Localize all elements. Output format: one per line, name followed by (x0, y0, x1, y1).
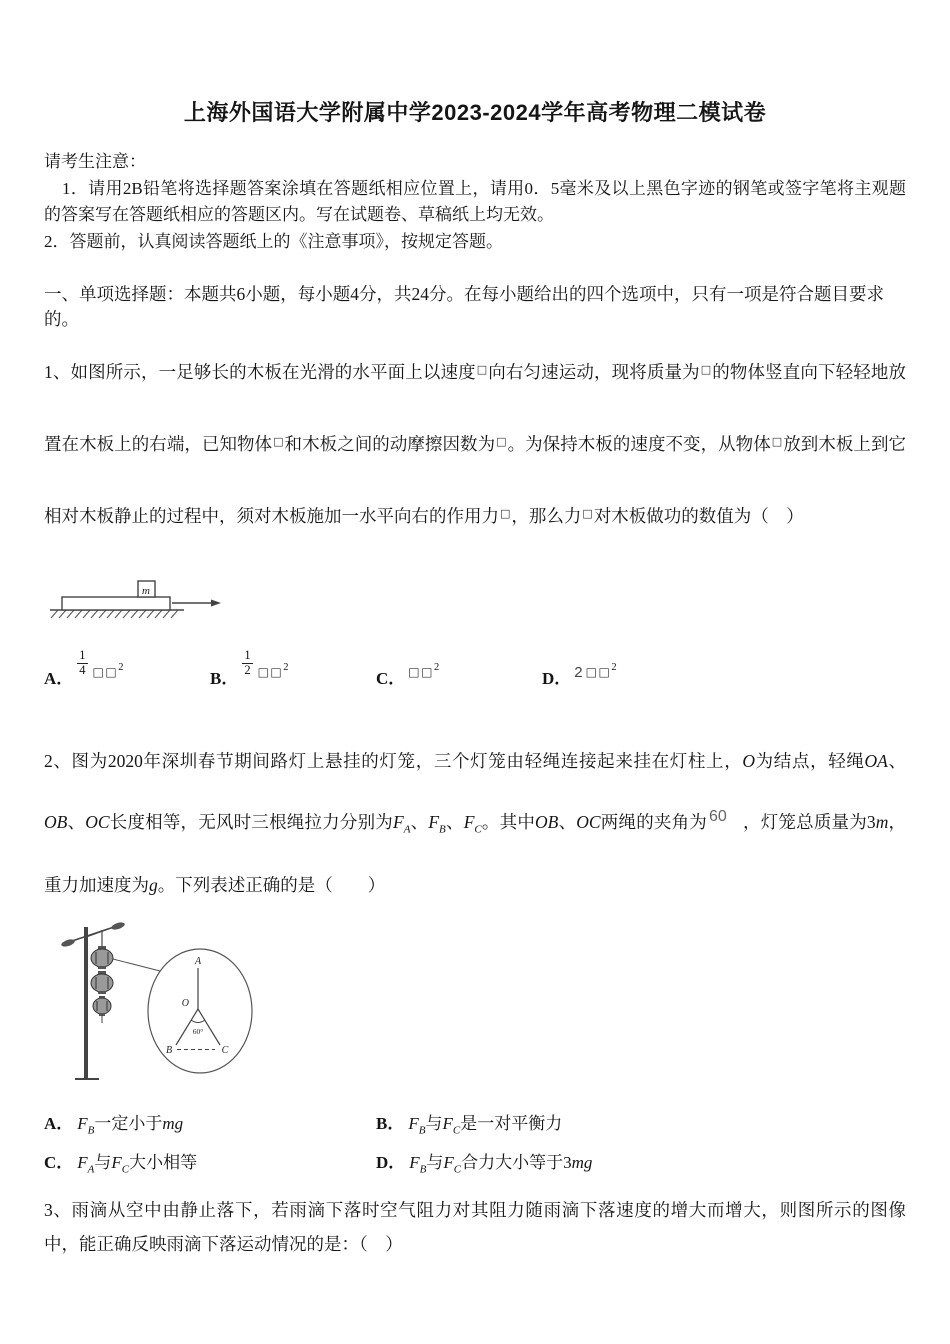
lantern-2 (91, 974, 113, 992)
notice-item-1: 1．请用2B铅笔将选择题答案涂填在答题纸相应位置上，请用0．5毫米及以上黑色字迹的钢笔或签字笔将主观题的答案写在答题纸相应的答题区内。写在试题卷、草稿纸上均无效。 (44, 178, 906, 224)
q2-option-b (376, 1109, 906, 1136)
q2-option-b-text: $F_B$与$F_C$是一对平衡力 (408, 1114, 563, 1137)
q1-option-b-label: B． (210, 668, 239, 688)
question-3-text: 3、雨滴从空中由静止落下，若雨滴下落时空气阻力对其阻力随雨滴下落速度的增大而增大，则图所示的图像中，能正确反映雨滴下落运动情况的是：（ ） (44, 1200, 906, 1255)
lantern-1 (91, 949, 113, 967)
lamp-head-left (60, 938, 75, 948)
section-1-heading: 一、单项选择题：本题共6小题，每小题4分，共24分。在每小题给出的四个选项中，只有一项是符合题目要求的。 (44, 284, 884, 329)
notice-item-2: 2．答题前，认真阅读答题纸上的《注意事项》，按规定答题。 (44, 231, 503, 251)
label-c: C (221, 1045, 229, 1057)
q2-option-c (44, 1148, 376, 1175)
q1-option-d-label: D． (542, 668, 572, 688)
lantern-3 (93, 998, 111, 1014)
formula-placeholder: □□ (257, 664, 284, 679)
exponent: 2 (611, 661, 617, 673)
page-title: 上海外国语大学附属中学2023-2024学年高考物理二模试卷 (183, 100, 767, 125)
formula-placeholder: □□ (408, 664, 434, 679)
q1-option-a (44, 649, 210, 689)
label-o: O (181, 998, 189, 1010)
q2-option-b-label: B． (376, 1114, 405, 1134)
fraction-one-half (242, 649, 252, 678)
fraction-numerator: 1 (244, 648, 251, 662)
exponent: 2 (283, 661, 289, 673)
exponent: 2 (118, 661, 124, 673)
rope-diagram-inset (148, 949, 252, 1073)
plank (62, 597, 170, 610)
notice-heading: 请考生注意： (44, 152, 146, 171)
exponent: 2 (433, 661, 440, 673)
q2-option-a (44, 1109, 376, 1136)
formula-placeholder: □□ (585, 664, 612, 679)
question-2-text: 2、图为2020年深圳春节期间路灯上悬挂的灯笼，三个灯笼由轻绳连接起来挂在灯柱上，O为结点，轻绳OA、OB、OC长度相等，无风时三根绳拉力分别为$F_A$、$F_B$、$F_C$。其中OB、OC两绳的夹角为 $^{60}$ ，灯笼总质量为3m，重力加速度为g。下列表述正确的是（ ） (44, 750, 907, 896)
q2-option-a-label: A． (44, 1114, 74, 1134)
ground (50, 610, 184, 618)
q1-option-b (210, 649, 376, 689)
q2-option-a-text: $F_B$一定小于mg (77, 1114, 184, 1137)
lamp-post (60, 921, 125, 1079)
q2-option-d-text: $F_B$与$F_C$合力大小等于3mg (409, 1152, 593, 1176)
velocity-arrow (172, 600, 221, 607)
fraction-one-quarter (77, 649, 87, 678)
fraction-denominator: 2 (244, 662, 251, 677)
q1-figure-block-on-plank (46, 561, 228, 625)
q1-option-c (376, 662, 542, 689)
block-label: m (142, 585, 150, 597)
candidate-notice (44, 149, 906, 255)
q2-option-c-text: $F_A$与$F_C$大小相等 (77, 1152, 198, 1176)
lantern-string (91, 930, 113, 1023)
q2-option-c-label: C． (44, 1152, 74, 1172)
q1-option-d (542, 662, 617, 689)
q1-option-c-label: C． (376, 668, 406, 688)
label-a: A (194, 956, 202, 968)
lamp-head-right (110, 921, 125, 931)
q2-option-d-label: D． (376, 1152, 406, 1172)
magnifier-leader-line (113, 959, 160, 971)
q1-option-a-label: A． (44, 668, 74, 688)
label-b: B (165, 1045, 173, 1057)
fraction-numerator: 1 (79, 648, 86, 662)
q2-option-d (376, 1148, 906, 1175)
coefficient: 2 (574, 663, 583, 681)
q1-options (44, 649, 906, 689)
angle-label: 60° (192, 1027, 204, 1037)
q2-options (44, 1109, 906, 1175)
q2-figure-lantern-lamp-post (58, 915, 263, 1085)
question-1-text: 1、如图所示，一足够长的木板在光滑的水平面上以速度□向右匀速运动，现将质量为□的物体竖直向下轻轻地放置在木板上的右端，已知物体□和木板之间的动摩擦因数为□。为保持木板的速度不变，从物体□放到木板上到它相对木板静止的过程中，须对木板施加一水平向右的作用力□，那么力□对木板做功的数值为（ ） (44, 362, 907, 526)
formula-placeholder: □□ (92, 664, 119, 679)
fraction-denominator: 4 (79, 662, 86, 677)
